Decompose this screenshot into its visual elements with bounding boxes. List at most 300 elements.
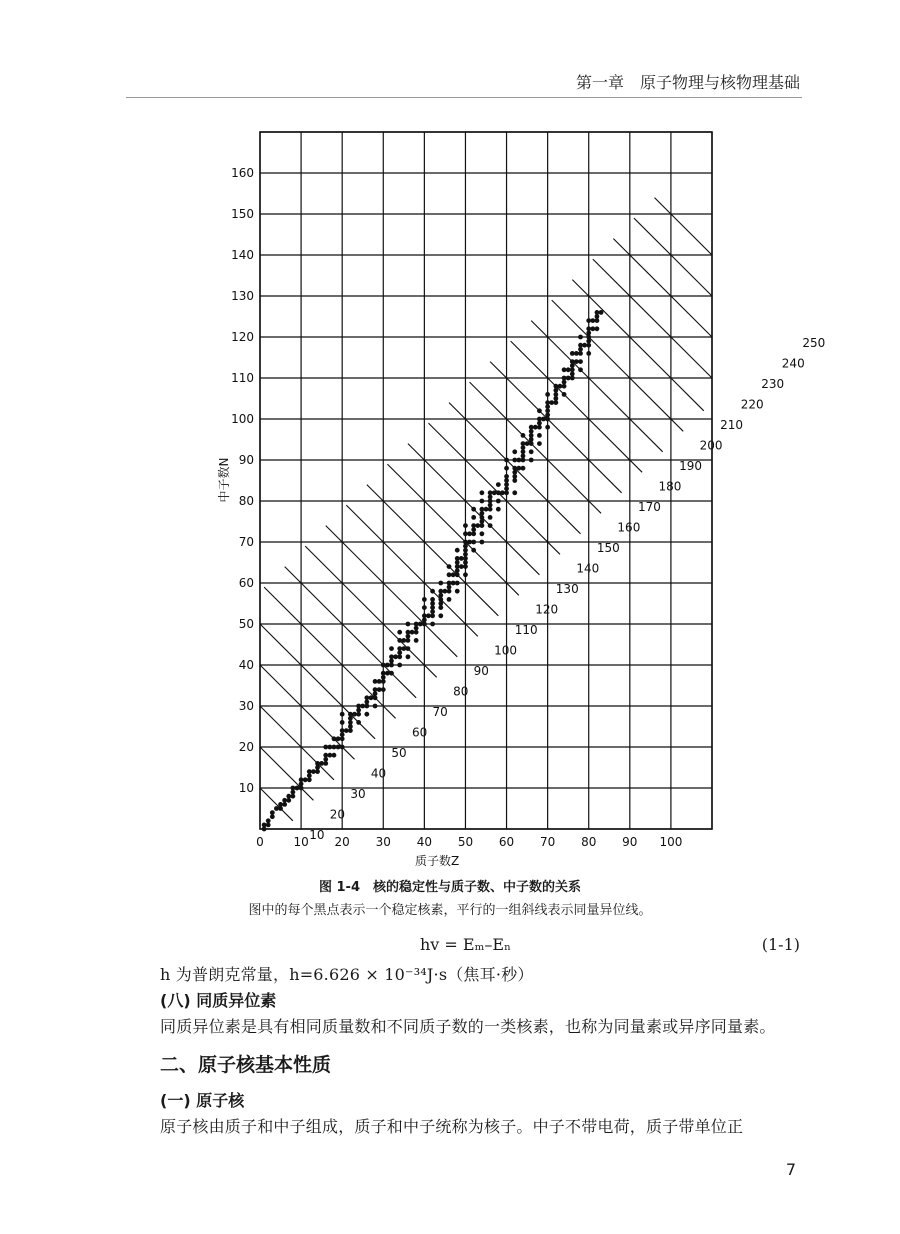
nuclide-point [488,499,493,504]
nuclide-point [562,384,567,389]
nuclide-point [352,712,357,717]
nuclide-point [545,404,550,409]
nuclide-point [529,429,534,434]
nuclide-point [545,392,550,397]
nuclide-point [406,638,411,643]
nuclide-point [504,486,509,491]
nuclide-point [438,593,443,598]
nuclide-point [364,700,369,705]
nuclide-point [479,519,484,524]
nuclide-point [344,728,349,733]
nuclide-point [323,757,328,762]
subsection-isobars-heading: (八) 同质异位素 [160,991,277,1010]
y-tick-label: 140 [231,248,254,262]
y-tick-label: 80 [238,494,254,508]
nuclide-point [438,581,443,586]
nuclide-point [315,761,320,766]
nuclide-point [512,470,517,475]
nuclide-point [455,589,460,594]
subsection-nucleus-heading: (一) 原子核 [160,1091,245,1110]
nuclide-point [512,478,517,483]
nuclide-point [381,671,386,676]
nuclide-point [451,572,456,577]
nuclide-point [562,367,567,372]
nuclide-point [430,622,435,627]
nuclide-point [299,786,304,791]
nuclide-point [315,769,320,774]
nuclide-point [529,458,534,463]
nuclide-point [595,326,600,331]
nuclide-point [504,490,509,495]
nuclide-point [537,421,542,426]
equation: hv = Eₘ–Eₙ [420,935,512,954]
nuclide-point [496,507,501,512]
nuclide-point [463,564,468,569]
nuclide-point [414,638,419,643]
nuclide-point [599,310,604,315]
nuclide-point [315,765,320,770]
nuclide-point [570,372,575,377]
nuclide-point [397,638,402,643]
nuclide-point [545,417,550,422]
nuclide-point [463,572,468,577]
nuclide-point [385,671,390,676]
isobar-label: 200 [699,438,723,453]
nuclide-point [266,823,271,828]
nuclide-point [566,367,571,372]
nuclide-point [389,659,394,664]
nuclide-point [451,581,456,586]
nuclide-point [504,466,509,471]
nuclide-point [488,495,493,500]
nuclide-point [455,568,460,573]
nuclide-point [266,818,271,823]
x-tick-label: 0 [256,835,264,849]
nuclide-point [529,433,534,438]
nuclide-point [381,663,386,668]
nuclide-point [455,564,460,569]
nuclide-point [570,363,575,368]
isobar-label: 80 [453,684,469,699]
nuclide-point [570,367,575,372]
isobar-label: 90 [473,664,489,679]
nuclide-point [590,318,595,323]
nuclide-point [299,782,304,787]
nuclide-point [553,384,558,389]
nuclide-point [479,511,484,516]
nuclide-point [586,351,591,356]
y-tick-label: 160 [231,166,254,180]
nuclide-point [323,753,328,758]
nuclide-point [340,728,345,733]
nuclide-point [340,712,345,717]
nuclide-point [521,441,526,446]
nuclide-point [455,572,460,577]
nuclide-point [516,458,521,463]
figure-caption-note: 图中的每个黑点表示一个稳定核素，平行的一组斜线表示同量异位线。 [248,903,652,918]
nuclide-point [595,310,600,315]
isobar-line [260,788,293,821]
nuclide-point [463,560,468,565]
nuclide-point [340,745,345,750]
nuclide-point [373,704,378,709]
x-axis-label: 质子数Z [415,854,460,868]
nuclide-point [290,794,295,799]
x-tick-label: 100 [659,835,683,849]
isobar-line [326,526,457,657]
nuclide-point [430,613,435,618]
nuclide-point [389,663,394,668]
nuclide-point [447,585,452,590]
nuclide-point [290,790,295,795]
nuclide-point [553,400,558,405]
nuclide-point [422,605,427,610]
page-number: 7 [785,1160,796,1179]
nuclide-point [262,823,267,828]
isobar-label: 190 [679,459,702,474]
nuclide-point [430,597,435,602]
nuclide-point [586,335,591,340]
nuclide-point [373,691,378,696]
nuclide-point [578,335,583,340]
nuclide-point [406,646,411,651]
nucleus-paragraph: 原子核由质子和中子组成，质子和中子统称为核子。中子不带电荷，质子带单位正 [160,1117,744,1136]
nuclide-point [463,552,468,557]
nuclide-point [574,351,579,356]
nuclide-point [323,745,328,750]
y-tick-label: 90 [238,453,254,467]
nuclide-point [430,589,435,594]
planck-constant-line: h 为普朗克常量，h=6.626 × 10⁻³⁴J·s（焦耳·秒） [160,965,534,984]
y-tick-label: 30 [238,699,254,713]
nuclide-point [356,704,361,709]
nuclide-point [529,441,534,446]
y-tick-label: 110 [231,371,254,385]
isobar-line [634,218,765,349]
nuclide-point [418,622,423,627]
header-rule [126,97,802,98]
nuclide-point [422,622,427,627]
nuclide-point [512,490,517,495]
nuclide-point [414,630,419,635]
nuclide-point [545,425,550,430]
nuclide-point [278,802,283,807]
isobar-label: 110 [514,623,538,638]
nuclide-point [496,499,501,504]
nuclide-point [504,458,509,463]
nuclide-point [336,745,341,750]
nuclide-point [492,490,497,495]
nuclide-point [303,777,308,782]
isobar-line [613,239,744,370]
isobar-label: 130 [555,582,579,597]
nuclide-point [270,810,275,815]
nuclide-point [455,560,460,565]
nuclide-point [426,613,431,618]
nuclide-point [406,634,411,639]
nuclide-point [496,490,501,495]
nuclide-point [438,589,443,594]
nuclide-point [479,507,484,512]
nuclide-point [397,646,402,651]
nuclide-point [570,376,575,381]
nuclide-point [549,400,554,405]
nuclide-point [373,679,378,684]
nuclide-point [422,597,427,602]
nuclide-point [521,466,526,471]
isobar-label: 60 [411,725,428,740]
nuclide-point [381,675,386,680]
x-tick-label: 80 [581,835,597,849]
nuclide-point [373,687,378,692]
nuclide-point [516,466,521,471]
nuclide-point [356,708,361,713]
nuclide-point [299,777,304,782]
nuclide-point [504,478,509,483]
nuclide-point [586,318,591,323]
nuclide-point [295,786,300,791]
nuclide-point [586,331,591,336]
nuclide-point [582,343,587,348]
isobar-line [490,362,621,493]
nuclide-point [406,654,411,659]
nuclide-point [401,638,406,643]
y-tick-label: 40 [238,658,254,672]
nuclide-point [360,704,365,709]
x-tick-label: 40 [416,835,433,849]
isobar-label: 210 [720,418,744,433]
nuclide-point [262,827,267,832]
nuclide-point [332,753,337,758]
isobar-line [572,280,703,411]
nuclide-point [521,433,526,438]
x-tick-label: 50 [457,835,474,849]
nuclide-point [562,376,567,381]
nuclide-point [545,413,550,418]
y-tick-label: 130 [231,289,254,303]
nuclide-point [443,589,448,594]
nuclide-point [463,523,468,528]
nuclide-point [327,753,332,758]
nuclide-point [586,326,591,331]
nuclide-point [377,679,382,684]
nuclide-point [364,712,369,717]
nuclide-point [282,798,287,803]
nuclide-point [574,359,579,364]
nuclide-point [459,556,464,561]
isobar-labels [309,336,825,842]
nuclide-point [364,704,369,709]
nuclide-point [496,482,501,487]
nuclide-point [455,548,460,553]
nuclide-point [570,351,575,356]
nuclide-point [488,523,493,528]
nuclide-point [595,314,600,319]
nuclide-point [553,388,558,393]
isobar-label: 250 [802,336,826,351]
isobar-lines [260,198,786,821]
isobar-label: 100 [494,643,518,658]
nuclide-point [348,720,353,725]
isobar-label: 150 [596,541,620,556]
nuclide-point [578,343,583,348]
nuclide-point [578,359,583,364]
section-heading: 二、原子核基本性质 [160,1054,332,1076]
y-tick-label: 50 [238,617,254,631]
nuclide-point [401,646,406,651]
nuclide-point [521,445,526,450]
nuclide-point [471,515,476,520]
nuclide-point [319,761,324,766]
nuclide-point [348,716,353,721]
nuclide-point [348,712,353,717]
nuclide-point [406,622,411,627]
nuclide-point [389,646,394,651]
x-tick-label: 60 [498,835,515,849]
isobar-label: 140 [576,561,600,576]
nuclide-point [447,564,452,569]
nuclide-point [438,597,443,602]
nuclide-point [307,777,312,782]
nuclide-point [562,380,567,385]
nuclide-point [512,458,517,463]
isobar-line [260,665,355,759]
nuclide-point [479,531,484,536]
nuclide-point [488,490,493,495]
nuclide-point [369,695,374,700]
nuclide-point [389,654,394,659]
nuclide-point [533,425,538,430]
nuclide-point [323,761,328,766]
nuclide-point [311,769,316,774]
nuclide-point [463,544,468,549]
nuclide-point [475,523,480,528]
nuclide-point [381,679,386,684]
isobar-line [367,485,498,616]
nuclide-point [286,798,291,803]
x-tick-label: 30 [375,835,391,849]
nuclide-point [463,556,468,561]
nuclide-point [467,531,472,536]
nuclide-point [459,564,464,569]
y-tick-label: 150 [231,207,254,221]
equation-number: (1-1) [761,935,800,954]
nuclide-point [512,474,517,479]
nuclide-point [537,425,542,430]
nuclide-point [278,806,283,811]
nuclide-point [545,400,550,405]
nuclide-point [340,720,345,725]
nuclide-point [537,441,542,446]
nuclide-point [562,392,567,397]
nuclide-point [578,351,583,356]
nuclide-point [447,589,452,594]
nuclide-point [414,622,419,627]
isobar-line [531,321,662,452]
nuclide-point [397,654,402,659]
nuclide-point [595,318,600,323]
nuclide-point [479,499,484,504]
nuclide-point [504,482,509,487]
nuclide-point [340,736,345,741]
nuclide-point [525,441,530,446]
nuclide-point [590,326,595,331]
nuclide-point [586,339,591,344]
y-axis-label: 中子数N [217,457,231,503]
isobar-label: 170 [637,500,661,515]
nuclide-point [566,376,571,381]
x-tick-label: 10 [293,835,309,849]
y-tick-label: 70 [238,535,254,549]
nuclide-point [586,343,591,348]
nuclide-stability-chart [0,120,900,880]
nuclide-point [479,540,484,545]
nuclide-point [541,417,546,422]
nuclide-point [553,396,558,401]
nuclide-point [414,626,419,631]
nuclide-point [397,630,402,635]
nuclide-point [471,531,476,536]
isobar-line [260,747,313,800]
nuclide-point [307,773,312,778]
nuclide-point [397,650,402,655]
y-tick-label: 20 [238,740,254,754]
isobar-label: 160 [617,520,641,535]
nuclide-point [479,523,484,528]
nuclide-point [307,769,312,774]
nuclide-point [537,408,542,413]
nuclide-point [385,663,390,668]
nuclide-point [500,490,505,495]
isobar-label: 240 [781,356,805,371]
nuclide-point [578,367,583,372]
isobar-label: 120 [535,602,559,617]
nuclide-point [463,548,468,553]
nuclide-point [553,392,558,397]
nuclide-point [397,663,402,668]
nuclide-point [529,425,534,430]
nuclide-points [262,310,604,831]
nuclide-point [438,601,443,606]
nuclide-point [438,613,443,618]
nuclide-point [356,720,361,725]
isobar-label: 20 [329,807,346,822]
nuclide-point [364,695,369,700]
nuclide-point [484,507,489,512]
nuclide-point [430,609,435,614]
nuclide-point [479,515,484,520]
nuclide-point [406,630,411,635]
isobar-line [305,546,436,677]
nuclide-point [274,806,279,811]
nuclide-point [558,384,563,389]
nuclide-point [393,654,398,659]
isobar-label: 40 [370,766,387,781]
y-tick-labels [231,166,254,795]
nuclide-point [336,736,341,741]
nuclide-point [471,523,476,528]
nuclide-point [348,728,353,733]
nuclide-point [521,454,526,459]
nuclide-point [471,548,476,553]
nuclide-point [504,474,509,479]
figure-caption-title: 图 1-4 核的稳定性与质子数、中子数的关系 [318,880,581,895]
nuclide-point [430,605,435,610]
nuclide-point [286,794,291,799]
nuclide-point [463,531,468,536]
nuclide-point [373,695,378,700]
isobar-line [260,706,334,780]
